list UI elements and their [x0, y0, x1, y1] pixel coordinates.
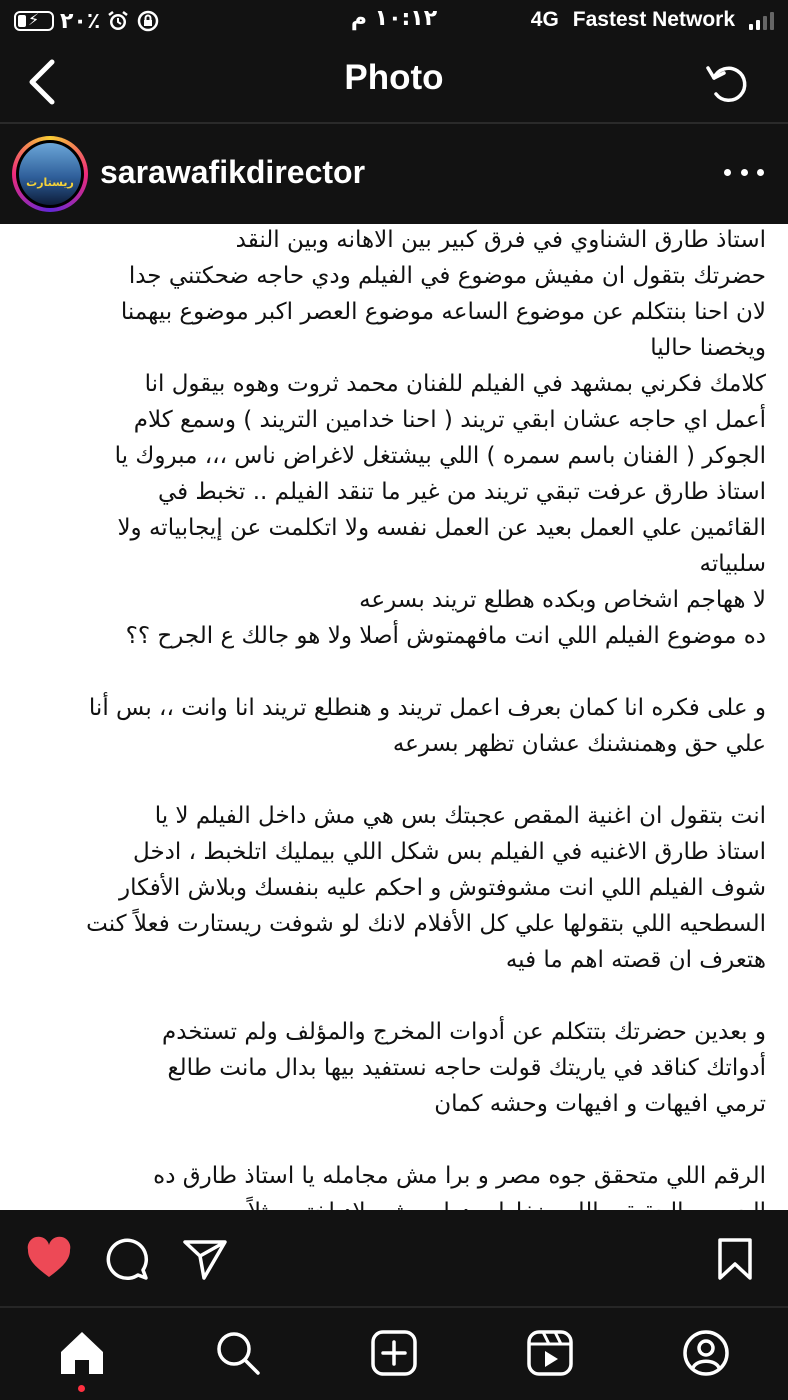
refresh-icon [700, 54, 756, 110]
photo-text-line: هتعرف ان قصته اهم ما فيه [505, 947, 766, 973]
photo-text-line: علي حق وهمنشنك عشان تظهر بسرعه [392, 731, 766, 757]
post-action-bar [0, 1210, 788, 1306]
photo-text-line: ويخصنا حاليا [650, 335, 766, 361]
save-button[interactable] [710, 1234, 760, 1284]
photo-text-line: استاذ طارق الاغنيه في الفيلم بس شكل اللي بيمليك اتلخبط ، ادخل [133, 839, 766, 865]
photo-text-body [0, 222, 788, 1230]
create-icon [369, 1328, 419, 1378]
post-photo[interactable] [0, 224, 788, 1210]
avatar-logo-text: ريستارت [26, 176, 74, 189]
photo-text-line: شوف الفيلم اللي انت مشوفتوش و احكم عليه بنفسك وبلاش الأفكار [118, 875, 766, 901]
photo-text-line: لا ههاجم اشخاص وبكده هطلع تريند بسرعه [359, 587, 766, 613]
photo-text-line: لان احنا بنتكلم عن موضوع الساعه موضوع العصر اكبر موضوع بيهمنا [120, 299, 766, 325]
photo-text-line: و بعدين حضرتك بتتكلم عن أدوات المخرج والمؤلف ولم تستخدم [162, 1019, 766, 1045]
avatar[interactable] [12, 136, 88, 212]
home-icon [57, 1328, 107, 1378]
photo-text-line: القائمين علي العمل بعيد عن العمل نفسه ولا اتكلمت عن إيجابياته ولا [117, 515, 766, 541]
post-author-row [0, 124, 788, 224]
notification-dot [78, 1385, 85, 1392]
status-time: ١٠:١٢ م [350, 6, 438, 31]
nav-search[interactable] [213, 1328, 263, 1378]
battery-percent: ٢٠٪ [60, 8, 101, 34]
photo-text-blank-line [18, 978, 766, 1014]
photo-text-line: الجوكر ( الفنان باسم سمره ) اللي بيشتغل لاغراض ناس ،،، مبروك يا [114, 443, 766, 469]
photo-text-line: ده موضوع الفيلم اللي انت مافهمتوش أصلا ولا هو جالك ع الجرح ؟؟ [125, 623, 766, 649]
photo-text-line: حضرتك بتقول ان مفيش موضوع في الفيلم ودي حاجه ضحكتني جدا [128, 263, 766, 289]
photo-text-line: سلبياته [699, 551, 766, 577]
nav-reels[interactable] [525, 1328, 575, 1378]
carrier-name: Fastest Network [572, 8, 735, 31]
battery-charging-icon: ⚡ [14, 11, 54, 31]
bottom-nav [0, 1308, 788, 1400]
photo-text-line: أدواتك كناقد في ياريتك قولت حاجه نستفيد بيها بدال مانت طالع [167, 1055, 766, 1081]
signal-bars-icon [749, 10, 774, 30]
nav-create[interactable] [369, 1328, 419, 1378]
heart-filled-icon [24, 1234, 74, 1284]
search-icon [213, 1328, 263, 1378]
top-header [0, 44, 788, 122]
nav-home[interactable] [57, 1328, 107, 1378]
refresh-button[interactable] [700, 54, 756, 110]
photo-text-line: أعمل اي حاجه عشان ابقي تريند ( احنا خدامين التريند ) وسمع كلام [133, 407, 766, 433]
comment-button[interactable] [102, 1234, 152, 1284]
photo-text-line: ترمي افيهات و افيهات وحشه كمان [434, 1091, 766, 1117]
photo-text-blank-line [18, 762, 766, 798]
more-horizontal-icon [724, 169, 731, 176]
profile-icon [681, 1328, 731, 1378]
network-type: 4G [530, 8, 559, 31]
page-title: Photo [344, 58, 444, 97]
username-link[interactable]: sarawafikdirector [100, 154, 366, 190]
status-bar [0, 0, 788, 44]
photo-text-blank-line [18, 654, 766, 690]
photo-text-line: و على فكره انا كمان بعرف اعمل تريند و هنطلع تريند انا وانت ،، بس أنا [88, 695, 766, 721]
more-options-button[interactable] [724, 162, 764, 182]
send-icon [180, 1234, 230, 1284]
status-right [531, 8, 774, 32]
reels-icon [525, 1328, 575, 1378]
photo-text-line: استاذ طارق عرفت تبقي تريند من غير ما تنقد الفيلم .. تخبط في [157, 479, 766, 505]
comment-icon [102, 1234, 152, 1284]
photo-text-line: السطحيه اللي بتقولها علي كل الأفلام لانك لو شوفت ريستارت فعلاً كنت [86, 911, 766, 937]
photo-text-line: الرقم اللي متحقق جوه مصر و برا مش مجامله يا استاذ طارق ده [153, 1163, 766, 1189]
photo-text-blank-line [18, 1122, 766, 1158]
photo-text-line: استاذ طارق الشناوي في فرق كبير بين الاهانه وبين النقد [235, 227, 766, 253]
bookmark-icon [710, 1234, 760, 1284]
photo-text-line: انت بتقول ان اغنية المقص عجبتك بس هي مش داخل الفيلم لا يا [154, 803, 766, 829]
nav-profile[interactable] [681, 1328, 731, 1378]
like-button[interactable] [24, 1234, 74, 1284]
share-button[interactable] [180, 1234, 230, 1284]
photo-text-line: كلامك فكرني بمشهد في الفيلم للفنان محمد ثروت وهوه بيقول انا [144, 371, 766, 397]
